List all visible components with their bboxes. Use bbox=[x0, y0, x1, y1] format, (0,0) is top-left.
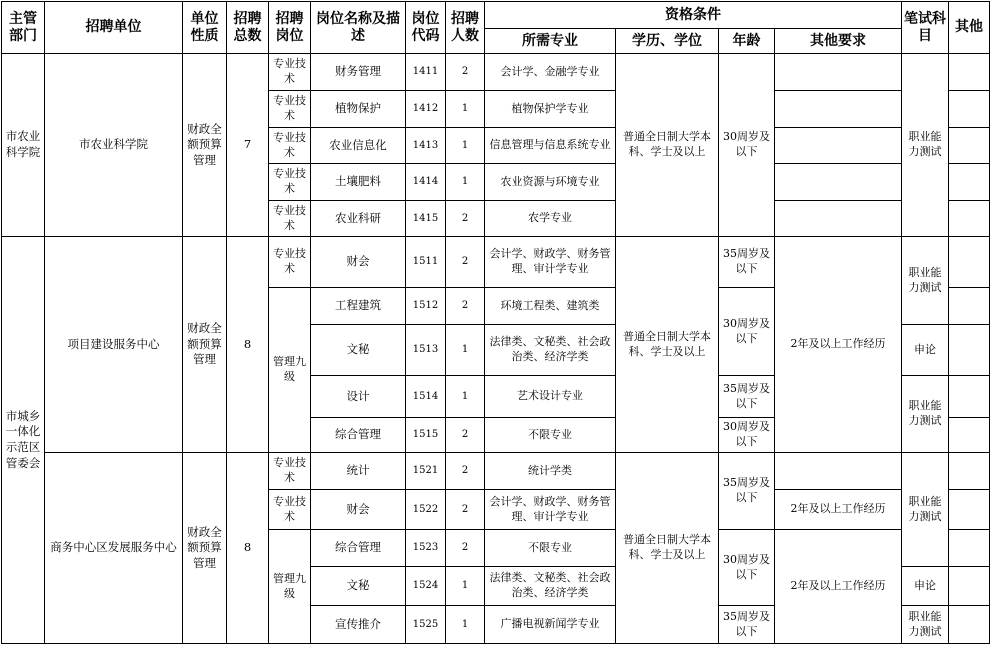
major-cell: 艺术设计专业 bbox=[485, 376, 616, 418]
position-cell: 文秘 bbox=[311, 325, 406, 376]
count-cell: 1 bbox=[446, 325, 485, 376]
other-req-cell bbox=[775, 128, 902, 164]
position-cell: 财会 bbox=[311, 490, 406, 530]
unit-cell: 项目建设服务中心 bbox=[45, 237, 183, 453]
other-req-cell bbox=[775, 453, 902, 490]
age-cell: 30周岁及以下 bbox=[719, 54, 775, 237]
count-cell: 2 bbox=[446, 54, 485, 91]
edu-cell: 普通全日制大学本科、学士及以上 bbox=[616, 237, 719, 453]
count-cell: 1 bbox=[446, 567, 485, 606]
post-cell: 专业技术 bbox=[269, 201, 311, 237]
post-cell: 专业技术 bbox=[269, 164, 311, 201]
count-cell: 2 bbox=[446, 490, 485, 530]
exam-cell: 职业能力测试 bbox=[902, 453, 949, 567]
position-cell: 统计 bbox=[311, 453, 406, 490]
other-cell bbox=[949, 376, 990, 418]
header-exam: 笔试科目 bbox=[902, 2, 949, 54]
other-cell bbox=[949, 418, 990, 453]
other-cell bbox=[949, 128, 990, 164]
count-cell: 1 bbox=[446, 91, 485, 128]
total-cell: 7 bbox=[227, 54, 269, 237]
header-other: 其他 bbox=[949, 2, 990, 54]
dept-cell: 市农业科学院 bbox=[2, 54, 45, 237]
age-cell: 35周岁及以下 bbox=[719, 376, 775, 418]
code-cell: 1522 bbox=[406, 490, 446, 530]
position-cell: 综合管理 bbox=[311, 418, 406, 453]
other-req-cell: 2年及以上工作经历 bbox=[775, 490, 902, 530]
other-cell bbox=[949, 237, 990, 288]
major-cell: 不限专业 bbox=[485, 530, 616, 567]
position-cell: 综合管理 bbox=[311, 530, 406, 567]
other-cell bbox=[949, 91, 990, 128]
code-cell: 1412 bbox=[406, 91, 446, 128]
exam-cell: 申论 bbox=[902, 325, 949, 376]
post-cell: 专业技术 bbox=[269, 490, 311, 530]
other-cell bbox=[949, 567, 990, 606]
major-cell: 农学专业 bbox=[485, 201, 616, 237]
position-cell: 文秘 bbox=[311, 567, 406, 606]
edu-cell: 普通全日制大学本科、学士及以上 bbox=[616, 54, 719, 237]
major-cell: 法律类、文秘类、社会政治类、经济学类 bbox=[485, 567, 616, 606]
other-cell bbox=[949, 54, 990, 91]
count-cell: 2 bbox=[446, 201, 485, 237]
unit-cell: 市农业科学院 bbox=[45, 54, 183, 237]
code-cell: 1521 bbox=[406, 453, 446, 490]
code-cell: 1523 bbox=[406, 530, 446, 567]
age-cell: 30周岁及以下 bbox=[719, 418, 775, 453]
code-cell: 1411 bbox=[406, 54, 446, 91]
header-count: 招聘人数 bbox=[446, 2, 485, 54]
header-code: 岗位代码 bbox=[406, 2, 446, 54]
major-cell: 农业资源与环境专业 bbox=[485, 164, 616, 201]
major-cell: 会计学、财政学、财务管理、审计学专业 bbox=[485, 237, 616, 288]
age-cell: 35周岁及以下 bbox=[719, 606, 775, 644]
major-cell: 统计学类 bbox=[485, 453, 616, 490]
nature-cell: 财政全额预算管理 bbox=[183, 54, 227, 237]
code-cell: 1513 bbox=[406, 325, 446, 376]
major-cell: 信息管理与信息系统专业 bbox=[485, 128, 616, 164]
exam-cell: 职业能力测试 bbox=[902, 606, 949, 644]
position-cell: 宣传推介 bbox=[311, 606, 406, 644]
age-cell: 30周岁及以下 bbox=[719, 288, 775, 376]
code-cell: 1511 bbox=[406, 237, 446, 288]
major-cell: 不限专业 bbox=[485, 418, 616, 453]
header-nature: 单位性质 bbox=[183, 2, 227, 54]
post-cell: 专业技术 bbox=[269, 453, 311, 490]
position-cell: 财务管理 bbox=[311, 54, 406, 91]
exam-cell: 申论 bbox=[902, 567, 949, 606]
other-req-cell bbox=[775, 91, 902, 128]
exam-cell: 职业能力测试 bbox=[902, 376, 949, 453]
major-cell: 会计学、金融学专业 bbox=[485, 54, 616, 91]
code-cell: 1515 bbox=[406, 418, 446, 453]
other-cell bbox=[949, 606, 990, 644]
header-post: 招聘岗位 bbox=[269, 2, 311, 54]
code-cell: 1413 bbox=[406, 128, 446, 164]
major-cell: 法律类、文秘类、社会政治类、经济学类 bbox=[485, 325, 616, 376]
exam-cell: 职业能力测试 bbox=[902, 54, 949, 237]
code-cell: 1415 bbox=[406, 201, 446, 237]
post-cell: 管理九级 bbox=[269, 530, 311, 644]
count-cell: 1 bbox=[446, 164, 485, 201]
other-cell bbox=[949, 530, 990, 567]
position-cell: 农业信息化 bbox=[311, 128, 406, 164]
header-edu: 学历、学位 bbox=[616, 29, 719, 54]
post-cell: 专业技术 bbox=[269, 91, 311, 128]
count-cell: 2 bbox=[446, 530, 485, 567]
count-cell: 2 bbox=[446, 418, 485, 453]
count-cell: 1 bbox=[446, 376, 485, 418]
exam-cell: 职业能力测试 bbox=[902, 237, 949, 325]
count-cell: 2 bbox=[446, 288, 485, 325]
code-cell: 1512 bbox=[406, 288, 446, 325]
header-dept: 主管部门 bbox=[2, 2, 45, 54]
total-cell: 8 bbox=[227, 237, 269, 453]
other-cell bbox=[949, 164, 990, 201]
position-cell: 农业科研 bbox=[311, 201, 406, 237]
dept-cell: 市城乡一体化示范区管委会 bbox=[2, 237, 45, 644]
other-req-cell bbox=[775, 201, 902, 237]
other-req-cell bbox=[775, 164, 902, 201]
code-cell: 1514 bbox=[406, 376, 446, 418]
header-other-req: 其他要求 bbox=[775, 29, 902, 54]
post-cell: 管理九级 bbox=[269, 288, 311, 453]
age-cell: 35周岁及以下 bbox=[719, 237, 775, 288]
major-cell: 环境工程类、建筑类 bbox=[485, 288, 616, 325]
nature-cell: 财政全额预算管理 bbox=[183, 453, 227, 644]
header-total: 招聘总数 bbox=[227, 2, 269, 54]
post-cell: 专业技术 bbox=[269, 128, 311, 164]
other-req-cell: 2年及以上工作经历 bbox=[775, 530, 902, 644]
count-cell: 2 bbox=[446, 453, 485, 490]
code-cell: 1524 bbox=[406, 567, 446, 606]
header-unit: 招聘单位 bbox=[45, 2, 183, 54]
other-cell bbox=[949, 325, 990, 376]
header-position: 岗位名称及描述 bbox=[311, 2, 406, 54]
other-cell bbox=[949, 453, 990, 490]
major-cell: 植物保护学专业 bbox=[485, 91, 616, 128]
other-req-cell bbox=[775, 54, 902, 91]
count-cell: 1 bbox=[446, 606, 485, 644]
count-cell: 1 bbox=[446, 128, 485, 164]
header-age: 年龄 bbox=[719, 29, 775, 54]
other-cell bbox=[949, 288, 990, 325]
code-cell: 1414 bbox=[406, 164, 446, 201]
nature-cell: 财政全额预算管理 bbox=[183, 237, 227, 453]
edu-cell: 普通全日制大学本科、学士及以上 bbox=[616, 453, 719, 644]
age-cell: 30周岁及以下 bbox=[719, 530, 775, 606]
header-qualifications: 资格条件 bbox=[485, 2, 902, 29]
header-major: 所需专业 bbox=[485, 29, 616, 54]
other-cell bbox=[949, 490, 990, 530]
count-cell: 2 bbox=[446, 237, 485, 288]
unit-cell: 商务中心区发展服务中心 bbox=[45, 453, 183, 644]
total-cell: 8 bbox=[227, 453, 269, 644]
position-cell: 工程建筑 bbox=[311, 288, 406, 325]
other-req-cell: 2年及以上工作经历 bbox=[775, 237, 902, 453]
position-cell: 财会 bbox=[311, 237, 406, 288]
post-cell: 专业技术 bbox=[269, 237, 311, 288]
post-cell: 专业技术 bbox=[269, 54, 311, 91]
other-cell bbox=[949, 201, 990, 237]
position-cell: 植物保护 bbox=[311, 91, 406, 128]
major-cell: 会计学、财政学、财务管理、审计学专业 bbox=[485, 490, 616, 530]
position-cell: 设计 bbox=[311, 376, 406, 418]
position-cell: 土壤肥料 bbox=[311, 164, 406, 201]
major-cell: 广播电视新闻学专业 bbox=[485, 606, 616, 644]
code-cell: 1525 bbox=[406, 606, 446, 644]
recruitment-table bbox=[1, 1, 990, 644]
age-cell: 35周岁及以下 bbox=[719, 453, 775, 530]
